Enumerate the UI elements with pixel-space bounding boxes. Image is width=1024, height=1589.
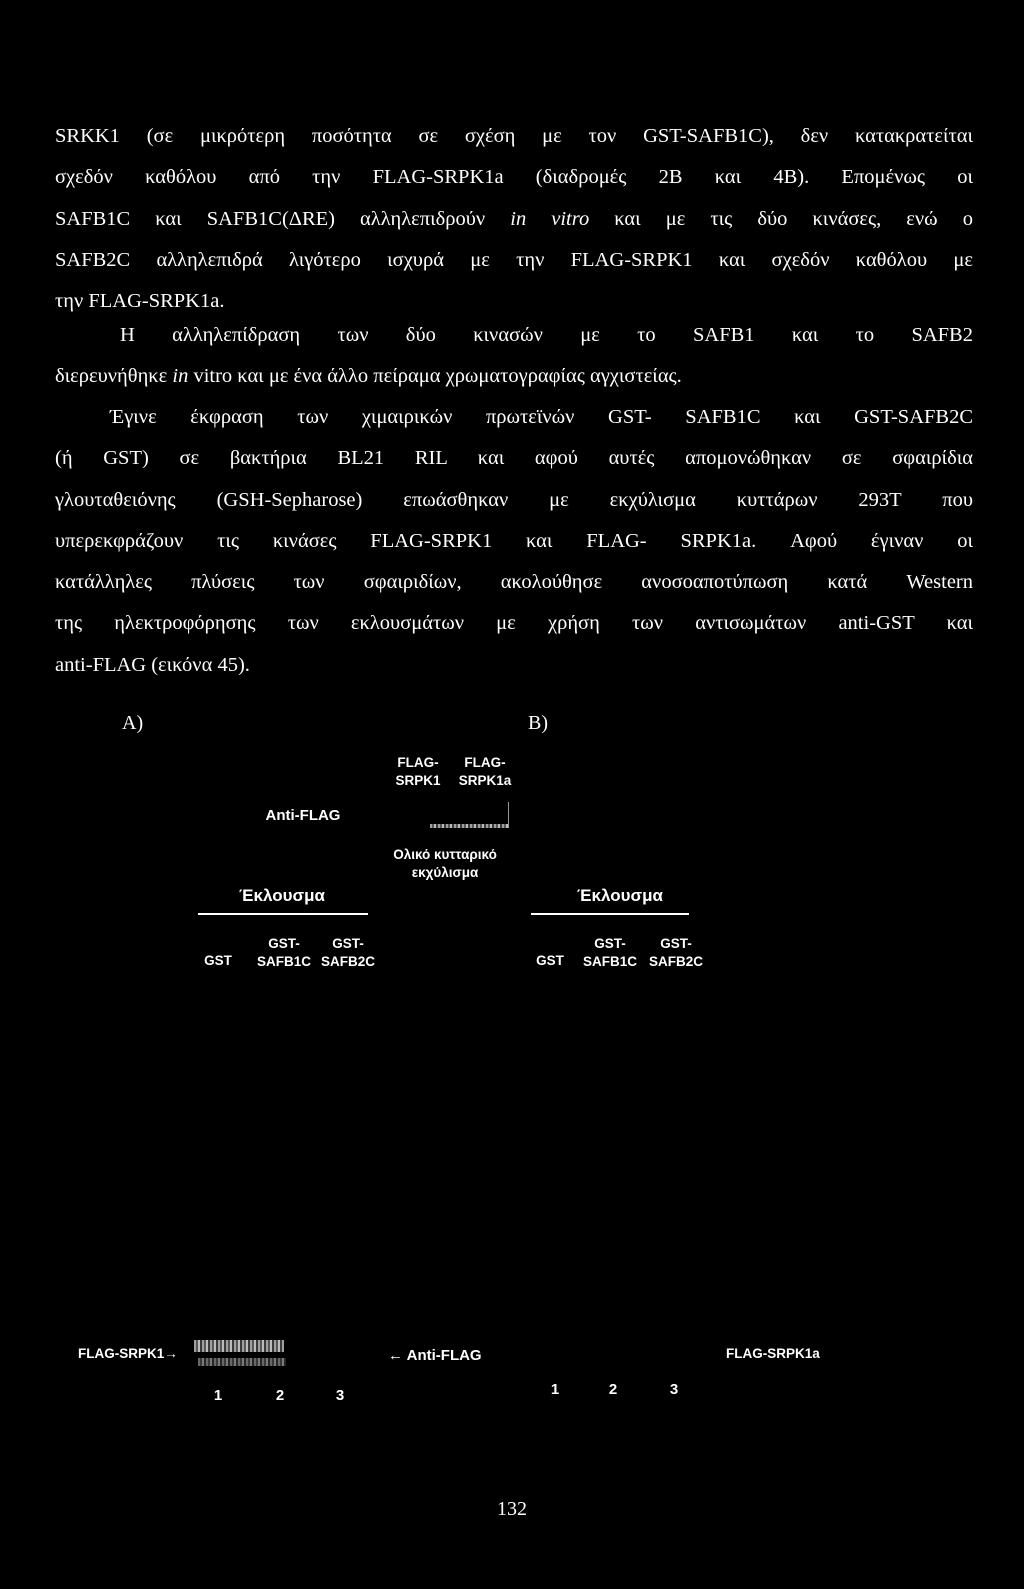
blot-divider [508, 802, 509, 828]
anti-flag-top-label: Anti-FLAG [265, 807, 341, 824]
text-line: SAFB1C και SAFB1C(ΔRE) αλληλεπιδρούν in vitro και με τις δύο κινάσες, ενώ ο [55, 207, 973, 230]
text-line: Η αλληλεπίδραση των δύο κινασών με το SAFB1 και το SAFB2 [120, 324, 973, 346]
panel-b-label: B) [528, 712, 548, 734]
text-line: της ηλεκτροφόρησης των εκλουσμάτων με χρήση των αντισωμάτων anti-GST και [55, 612, 973, 635]
text-line: SRKK1 (σε μικρότερη ποσότητα σε σχέση με τον GST-SAFB1C), δεν κατακρατείται [55, 125, 973, 147]
paragraph-1 [55, 116, 973, 322]
lane-b-gst: GST [536, 953, 564, 968]
band-label-text: Anti-FLAG [406, 1347, 482, 1364]
label-line: εκχύλισμα [411, 865, 479, 880]
text-line: διερευνήθηκε in vitro και με ένα άλλο πείραμα χρωματογραφίας αγχιστείας. [55, 365, 682, 388]
band-label-text: FLAG-SRPK1 [78, 1346, 165, 1361]
paragraph-2 [55, 315, 973, 398]
text-line: Έγινε έκφραση των χιμαιρικών πρωτεϊνών GST- SAFB1C και GST-SAFB2C [110, 406, 973, 428]
label-line: FLAG- [464, 755, 506, 770]
lane-a-gst: GST [204, 953, 232, 968]
lane-number: 2 [275, 1387, 285, 1404]
text-line: SAFB2C αλληλεπιδρά λιγότερο ισχυρά με την FLAG-SRPK1 και σχεδόν καθόλου με [55, 248, 973, 271]
label-line: Ολικό κυτταρικό [393, 847, 497, 862]
label-line: SAFB2C [320, 954, 375, 969]
label-line: GST- [594, 936, 626, 951]
label-line: GST- [332, 936, 364, 951]
band-label-anti-flag [388, 1346, 498, 1366]
lane-number: 1 [550, 1381, 560, 1398]
western-blot-band-a-lower [198, 1358, 286, 1366]
label-line: SRPK1 [395, 773, 441, 788]
lane-b-gst-safb1c [580, 935, 640, 971]
text-line: anti-FLAG (εικόνα 45). [55, 653, 250, 676]
text-line: (ή GST) σε βακτήρια BL21 RIL και αφού αυτές απομονώθηκαν σε σφαιρίδια [55, 447, 973, 470]
band-label-flag-srpk1 [78, 1345, 182, 1363]
arrow-left-icon: ← [388, 1347, 403, 1364]
lane-flag-srpk1a-label [452, 754, 518, 790]
band-label-flag-srpk1a: FLAG-SRPK1a [726, 1346, 820, 1361]
label-line: GST- [660, 936, 692, 951]
lane-number: 3 [335, 1387, 345, 1404]
label-line: FLAG- [397, 755, 439, 770]
text-line: την FLAG-SRPK1a. [55, 290, 225, 313]
text-line: γλουταθειόνης (GSH-Sepharose) επωάσθηκαν με εκχύλισμα κυττάρων 293T που [55, 488, 973, 511]
total-extract-blot [430, 824, 508, 828]
lane-number: 2 [608, 1381, 618, 1398]
label-line: GST- [268, 936, 300, 951]
label-line: SAFB1C [582, 954, 637, 969]
paragraph-3 [55, 397, 973, 686]
eluate-a-label: Έκλουσμα [239, 886, 325, 905]
page-number: 132 [497, 1498, 527, 1520]
arrow-right-icon: → [164, 1346, 178, 1361]
text-line: σχεδόν καθόλου από την FLAG-SRPK1a (διαδρομές 2B και 4B). Επομένως οι [55, 166, 973, 189]
lane-a-gst-safb2c [318, 935, 378, 971]
label-line: SAFB2C [648, 954, 703, 969]
panel-a-label: A) [122, 712, 144, 734]
label-line: SRPK1a [458, 773, 512, 788]
lane-number: 1 [213, 1387, 223, 1404]
lane-flag-srpk1-label [388, 754, 448, 790]
lane-b-gst-safb2c [646, 935, 706, 971]
eluate-a-rule [198, 913, 368, 915]
text-line: υπερεκφράζουν τις κινάσες FLAG-SRPK1 και FLAG- SRPK1a. Αφού έγιναν οι [55, 529, 973, 552]
total-extract-label [385, 846, 505, 882]
eluate-b-rule [531, 913, 689, 915]
lane-number: 3 [669, 1381, 679, 1398]
western-blot-band-a [194, 1340, 284, 1352]
lane-a-gst-safb1c [254, 935, 314, 971]
eluate-b-label: Έκλουσμα [577, 886, 663, 905]
label-line: SAFB1C [256, 954, 311, 969]
text-line: κατάλληλες πλύσεις των σφαιριδίων, ακολούθησε ανοσοαποτύπωση κατά Western [55, 571, 973, 594]
